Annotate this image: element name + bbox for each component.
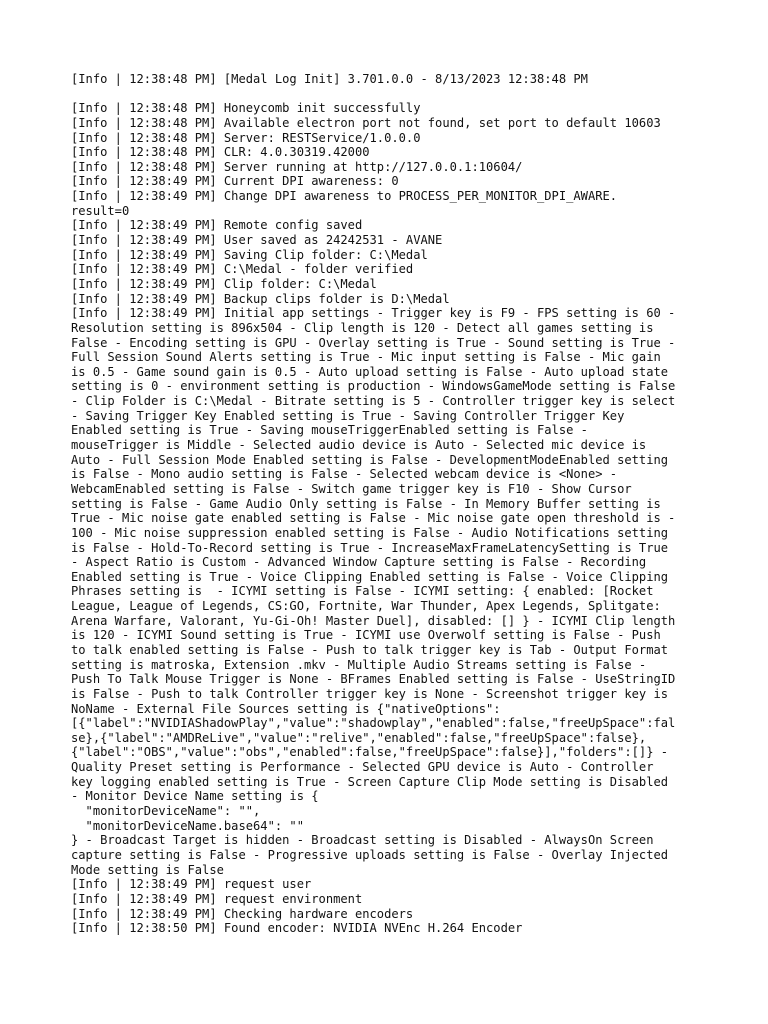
log-line: {"label":"OBS","value":"obs","enabled":false,"freeUpSpace":false}],"folders":[]} - bbox=[71, 745, 669, 760]
log-line: WebcamEnabled setting is False - Switch game trigger key is F10 - Show Cursor bbox=[71, 481, 632, 496]
log-line: Quality Preset setting is Performance - Selected GPU device is Auto - Controller bbox=[71, 760, 654, 775]
log-line: Enabled setting is True - Saving mouseTriggerEnabled setting is False - bbox=[71, 423, 588, 438]
log-line: is False - Push to talk Controller trigger key is None - Screenshot trigger key is bbox=[71, 686, 669, 701]
log-line: - Clip Folder is C:\Medal - Bitrate setting is 5 - Controller trigger key is select bbox=[71, 394, 676, 409]
log-line: [Info | 12:38:49 PM] Clip folder: C:\Medal bbox=[71, 276, 377, 291]
log-line: "monitorDeviceName": "", bbox=[71, 804, 261, 819]
log-line: se},{"label":"AMDReLive","value":"relive","enabled":false,"freeUpSpace":false}, bbox=[71, 730, 647, 745]
log-text bbox=[71, 72, 711, 936]
log-line: result=0 bbox=[71, 203, 130, 218]
log-line: [Info | 12:38:49 PM] Change DPI awareness to PROCESS_PER_MONITOR_DPI_AWARE. bbox=[71, 189, 618, 204]
log-line: is 0.5 - Game sound gain is 0.5 - Auto upload setting is False - Auto upload state bbox=[71, 364, 669, 379]
log-line: [Info | 12:38:49 PM] request user bbox=[71, 877, 312, 892]
log-line: NoName - External File Sources setting is {"nativeOptions": bbox=[71, 701, 501, 716]
log-line: [Info | 12:38:49 PM] Checking hardware encoders bbox=[71, 906, 414, 921]
log-line: Mode setting is False bbox=[71, 862, 224, 877]
log-line: - Aspect Ratio is Custom - Advanced Window Capture setting is False - Recording bbox=[71, 555, 647, 570]
log-line: mouseTrigger is Middle - Selected audio device is Auto - Selected mic device is bbox=[71, 438, 647, 453]
log-line: [Info | 12:38:49 PM] Backup clips folder is D:\Medal bbox=[71, 291, 450, 306]
log-line: Phrases setting is - ICYMI setting is False - ICYMI setting: { enabled: [Rocket bbox=[71, 584, 654, 599]
log-line: Auto - Full Session Mode Enabled setting is False - DevelopmentModeEnabled setting bbox=[71, 452, 669, 467]
log-line: [Info | 12:38:49 PM] Current DPI awareness: 0 bbox=[71, 174, 399, 189]
log-line: to talk enabled setting is False - Push to talk trigger key is Tab - Output Format bbox=[71, 642, 669, 657]
log-line: setting is False - Game Audio Only setting is False - In Memory Buffer setting is bbox=[71, 496, 661, 511]
log-line: True - Mic noise gate enabled setting is False - Mic noise gate open threshold is - bbox=[71, 511, 676, 526]
log-line: setting is 0 - environment setting is production - WindowsGameMode setting is False bbox=[71, 379, 676, 394]
log-line: - Saving Trigger Key Enabled setting is True - Saving Controller Trigger Key bbox=[71, 408, 625, 423]
log-line: "monitorDeviceName.base64": "" bbox=[71, 818, 304, 833]
log-line: Arena Warfare, Valorant, Yu-Gi-Oh! Master Duel], disabled: [] } - ICYMI Clip length bbox=[71, 613, 676, 628]
log-line: Resolution setting is 896x504 - Clip length is 120 - Detect all games setting is bbox=[71, 320, 654, 335]
log-line: Full Session Sound Alerts setting is True - Mic input setting is False - Mic gain bbox=[71, 350, 661, 365]
log-line: [Info | 12:38:48 PM] CLR: 4.0.30319.42000 bbox=[71, 145, 370, 160]
log-line: [Info | 12:38:48 PM] Server: RESTService/1.0.0.0 bbox=[71, 130, 421, 145]
log-line: setting is matroska, Extension .mkv - Multiple Audio Streams setting is False - bbox=[71, 657, 647, 672]
log-line: [Info | 12:38:49 PM] request environment bbox=[71, 891, 363, 906]
log-line: - Monitor Device Name setting is { bbox=[71, 789, 319, 804]
log-line: capture setting is False - Progressive uploads setting is False - Overlay Injected bbox=[71, 847, 669, 862]
log-line: [Info | 12:38:49 PM] Remote config saved bbox=[71, 218, 363, 233]
log-line: is False - Mono audio setting is False - Selected webcam device is <None> - bbox=[71, 467, 618, 482]
log-line: [Info | 12:38:49 PM] Saving Clip folder: C:\Medal bbox=[71, 247, 428, 262]
log-line: [Info | 12:38:48 PM] Available electron port not found, set port to default 10603 bbox=[71, 115, 661, 130]
log-line: [Info | 12:38:49 PM] User saved as 24242531 - AVANE bbox=[71, 233, 443, 248]
log-line: [Info | 12:38:48 PM] [Medal Log Init] 3.701.0.0 - 8/13/2023 12:38:48 PM bbox=[71, 72, 588, 86]
log-line: is 120 - ICYMI Sound setting is True - ICYMI use Overwolf setting is False - Push bbox=[71, 628, 661, 643]
log-line: False - Encoding setting is GPU - Overlay setting is True - Sound setting is True - bbox=[71, 335, 676, 350]
log-line: } - Broadcast Target is hidden - Broadcast setting is Disabled - AlwaysOn Screen bbox=[71, 833, 654, 848]
log-line: Enabled setting is True - Voice Clipping Enabled setting is False - Voice Clipping bbox=[71, 569, 669, 584]
log-line: Push To Talk Mouse Trigger is None - BFrames Enabled setting is False - UseStringID bbox=[71, 672, 676, 687]
log-line: is False - Hold-To-Record setting is True - IncreaseMaxFrameLatencySetting is True bbox=[71, 540, 669, 555]
log-line: 100 - Mic noise suppression enabled setting is False - Audio Notifications setting bbox=[71, 525, 669, 540]
log-line: [{"label":"NVIDIAShadowPlay","value":"shadowplay","enabled":false,"freeUpSpace":fal bbox=[71, 716, 676, 731]
blank-line bbox=[71, 87, 711, 102]
log-line: [Info | 12:38:49 PM] C:\Medal - folder verified bbox=[71, 262, 414, 277]
log-line: League, League of Legends, CS:GO, Fortnite, War Thunder, Apex Legends, Splitgate: bbox=[71, 599, 661, 614]
log-line: [Info | 12:38:49 PM] Initial app settings - Trigger key is F9 - FPS setting is 60 - bbox=[71, 306, 676, 321]
log-line: [Info | 12:38:50 PM] Found encoder: NVIDIA NVEnc H.264 Encoder bbox=[71, 921, 523, 936]
log-line: key logging enabled setting is True - Screen Capture Clip Mode setting is Disabled bbox=[71, 774, 669, 789]
log-line: [Info | 12:38:48 PM] Honeycomb init successfully bbox=[71, 101, 421, 116]
log-line: [Info | 12:38:48 PM] Server running at http://127.0.0.1:10604/ bbox=[71, 159, 523, 174]
